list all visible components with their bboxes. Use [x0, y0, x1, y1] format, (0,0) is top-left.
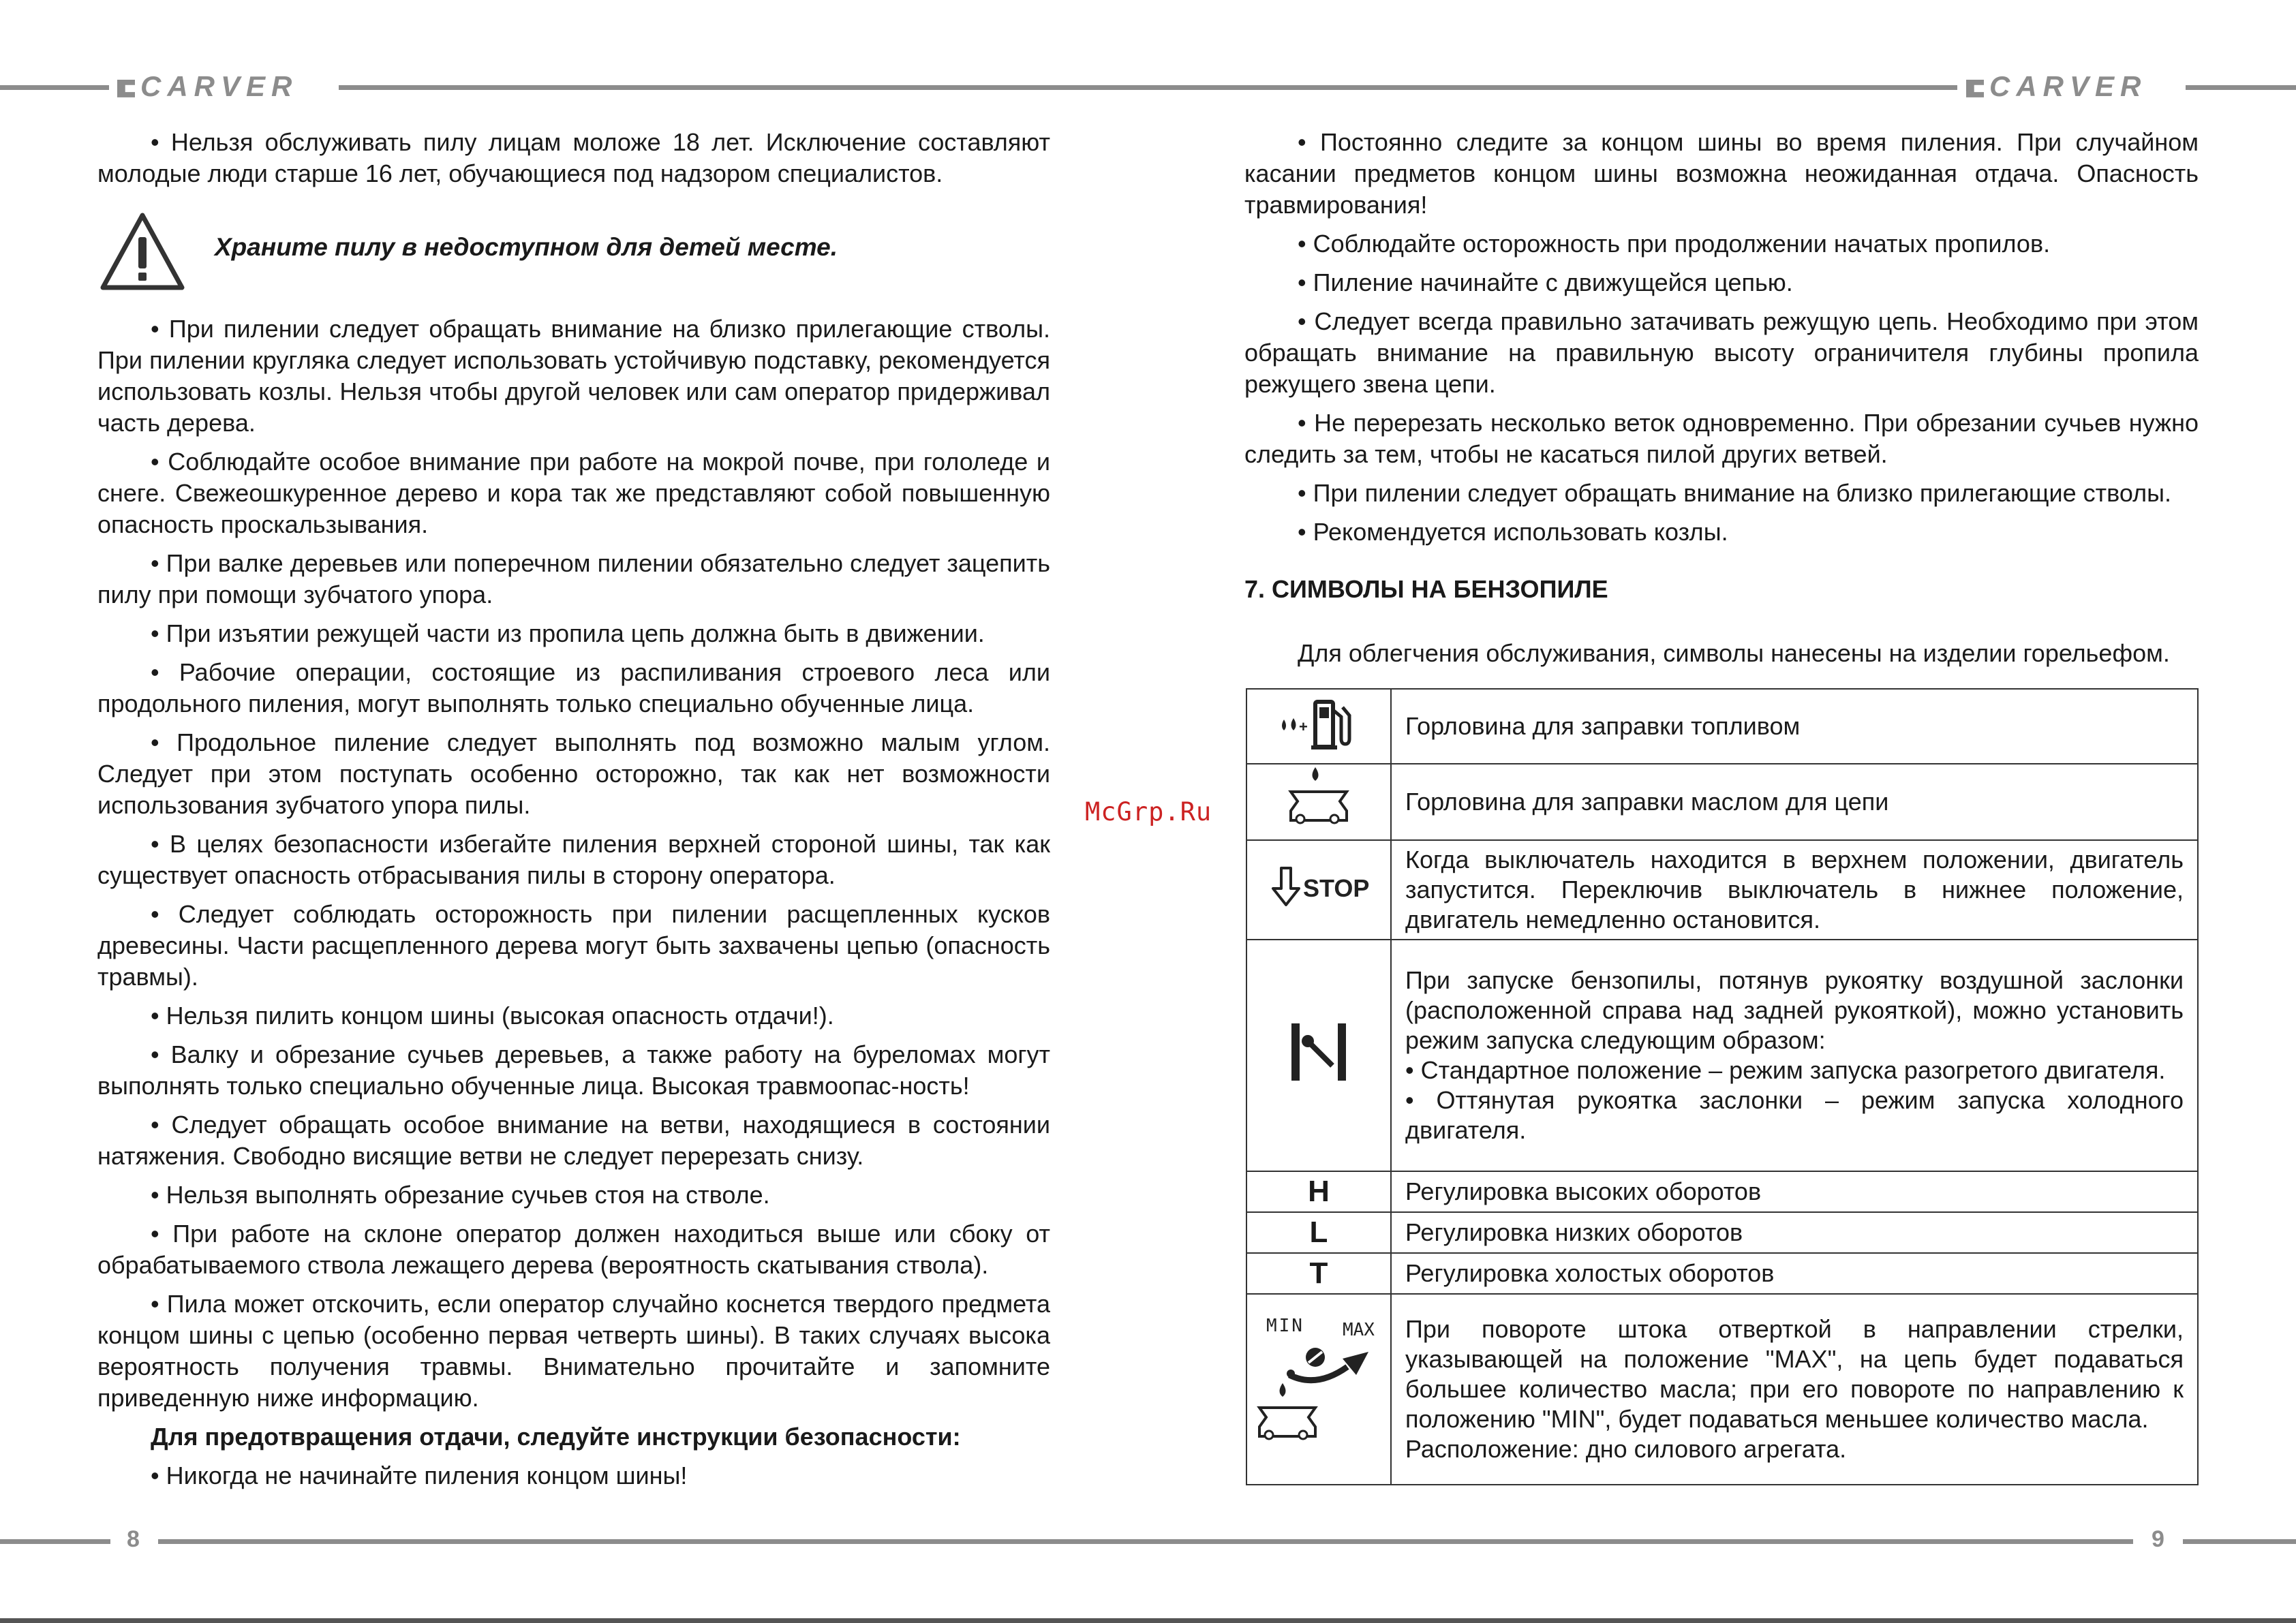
symbol-cell — [1246, 689, 1391, 764]
header-rule-left-b — [339, 85, 1957, 90]
symbol-description: Когда выключатель находится в верхнем положении, двигатель запустится. Переключив выключатель в нижнее положение, двигатель немедленно остановится. — [1391, 840, 2198, 940]
brand-text-right: CARVER — [1989, 70, 2147, 102]
paragraph: • Не перерезать несколько веток одновременно. При обрезании сучьев нужно следить за тем, чтобы не касаться пилой других ветвей. — [1244, 409, 2199, 468]
oil-pump-location: Расположение: дно силового агрегата. — [1405, 1435, 1847, 1463]
paragraph: • Нельзя обслуживать пилу лицам моложе 18 лет. Исключение составляют молодые люди старше 16 лет, обучающиеся под надзором специалистов. — [97, 128, 1050, 187]
bottom-border — [0, 1618, 2296, 1623]
paragraph: • Нельзя выполнять обрезание сучьев стоя на стволе. — [151, 1181, 770, 1209]
paragraph: • Пиление начинайте с движущейся цепью. — [1298, 268, 1793, 296]
footer-rule-right — [2183, 1539, 2296, 1544]
header-rule-right — [2186, 85, 2296, 90]
symbol-description: Регулировка высоких оборотов — [1391, 1171, 2198, 1212]
table-row — [1246, 940, 2198, 1171]
oil-pump-text: При повороте штока отверткой в направлении стрелки, указывающей на положение "MAX", на цепь будет подаваться большее количество масла; при его повороте по направлению к положению "MIN", будет подаваться меньшее количество масла. — [1405, 1315, 2184, 1433]
chain-oil-filler-icon — [1281, 764, 1356, 833]
paragraph: • Нельзя пилить концом шины (высокая опасность отдачи!). — [151, 1002, 834, 1030]
symbol-description — [1391, 1294, 2198, 1485]
paragraph: • При работе на склоне оператор должен находиться выше или сбоку от обрабатываемого ствола лежащего дерева (вероятность скатывания ствола). — [97, 1220, 1050, 1279]
header-rule-left-a — [0, 85, 109, 90]
paragraph: • Валку и обрезание сучьев деревьев, а также работу на буреломах могут выполнять только специально обученные лица. Высокая травмоопас-ность! — [97, 1040, 1050, 1100]
paragraph: • Следует обращать особое внимание на ветви, находящиеся в состоянии натяжения. Свободно висящие ветви не следует перерезать снизу. — [97, 1111, 1050, 1170]
table-row — [1246, 1212, 2198, 1253]
symbol-cell — [1246, 1294, 1391, 1485]
symbol-cell — [1246, 940, 1391, 1171]
table-row — [1246, 1171, 2198, 1212]
choke-text-intro: При запуске бензопилы, потянув рукоятку воздушной заслонки (расположенной справа над задней рукояткой), можно установить режим запуска следующим образом: — [1405, 966, 2184, 1054]
symbol-cell — [1246, 764, 1391, 840]
warning-text: Храните пилу в недоступном для детей месте. — [215, 233, 838, 261]
paragraph: • При пилении следует обращать внимание на близко прилегающие стволы. — [1298, 479, 2171, 507]
max-label: MAX — [1343, 1320, 1375, 1340]
bold-instruction: Для предотвращения отдачи, следуйте инструкции безопасности: — [151, 1423, 961, 1451]
stop-switch-icon — [1268, 863, 1370, 910]
page-number-right: 9 — [2152, 1526, 2164, 1552]
paragraph: • В целях безопасности избегайте пиления верхней стороной шины, так как существует опасность отбрасывания пилы в сторону оператора. — [97, 830, 1050, 889]
paragraph: • При валке деревьев или поперечном пилении обязательно следует зацепить пилу при помощи зубчатого упора. — [97, 549, 1050, 608]
paragraph: • Следует всегда правильно затачивать режущую цепь. Необходимо при этом обращать внимание на правильную высоту ограничителя глубины пропила режущего звена цепи. — [1244, 307, 2199, 398]
paragraph: • При пилении следует обращать внимание на близко прилегающие стволы. При пилении кругляка следует использовать устойчивую подставку, рекомендуется использовать козлы. Нельзя чтобы другой человек или сам оператор придерживал часть дерева. — [97, 315, 1050, 437]
choke-icon — [1285, 1018, 1353, 1086]
symbols-table — [1246, 688, 2199, 1485]
table-row — [1246, 840, 2198, 940]
paragraph: • Рекомендуется использовать козлы. — [1298, 518, 1728, 546]
section-title: 7. СИМВОЛЫ НА БЕНЗОПИЛЕ — [1244, 575, 1608, 603]
table-row — [1246, 1294, 2198, 1485]
paragraph: • Рабочие операции, состоящие из распиливания строевого леса или продольного пиления, могут выполнять только специально обученные лица. — [97, 658, 1050, 717]
symbol-description: Регулировка низких оборотов — [1391, 1212, 2198, 1253]
brand-mark-icon — [117, 80, 135, 97]
table-row — [1246, 1253, 2198, 1294]
symbol-letter: L — [1246, 1212, 1391, 1253]
left-column-top — [97, 127, 1050, 189]
paragraph: • Соблюдайте осторожность при продолжении начатых пропилов. — [1298, 230, 2051, 258]
symbol-letter: T — [1246, 1253, 1391, 1294]
symbol-cell — [1246, 840, 1391, 940]
fuel-filler-icon — [1274, 692, 1363, 754]
paragraph: • Соблюдайте особое внимание при работе на мокрой почве, при гололеде и снеге. Свежеошкуренное дерево и кора так же представляют собой повышенную опасность проскальзывания. — [97, 448, 1050, 538]
warning-triangle-icon — [99, 211, 186, 292]
choke-text-warm: • Стандартное положение – режим запуска разогретого двигателя. — [1405, 1056, 2166, 1084]
paragraph: • Пила может отскочить, если оператор случайно коснется твердого предмета концом шины с цепью (особенно первая четверть шины). В таких случаях высока вероятность получения травмы. Внимательно прочитайте и запомните приведенную ниже информацию. — [97, 1290, 1050, 1412]
oil-pump-adjust-icon — [1247, 1304, 1390, 1468]
choke-text-cold: • Оттянутая рукоятка заслонки – режим запуска холодного двигателя. — [1405, 1086, 2184, 1144]
footer-rule-middle — [158, 1539, 2133, 1544]
brand-text-left: CARVER — [140, 70, 299, 102]
footer-rule-left-a — [0, 1539, 110, 1544]
symbol-description — [1391, 940, 2198, 1171]
stop-label: STOP — [1303, 874, 1370, 902]
svg-text:+: + — [1299, 718, 1308, 735]
watermark: McGrp.Ru — [1085, 797, 1212, 826]
symbol-letter: H — [1246, 1171, 1391, 1212]
paragraph: • При изъятии режущей части из пропила цепь должна быть в движении. — [151, 619, 985, 647]
left-column-main — [97, 313, 1050, 1491]
min-label: MIN — [1266, 1316, 1304, 1336]
section-intro: Для облегчения обслуживания, символы нанесены на изделии горельефом. — [1298, 639, 2170, 667]
paragraph: • Постоянно следите за концом шины во время пиления. При случайном касании предметов концом шины возможна неожиданная отдача. Опасность травмирования! — [1244, 128, 2199, 219]
brand-mark-icon — [1966, 80, 1984, 97]
table-row — [1246, 689, 2198, 764]
brand-logo-left — [117, 71, 298, 102]
paragraph: • Продольное пиление следует выполнять под возможно малым углом. Следует при этом поступать особенно осторожно, так как нет возможности использования зубчатого упора пилы. — [97, 728, 1050, 819]
table-row — [1246, 764, 2198, 840]
brand-logo-right — [1966, 71, 2147, 102]
right-column — [1244, 127, 2199, 669]
page-number-left: 8 — [127, 1526, 140, 1552]
paragraph: • Следует соблюдать осторожность при пилении расщепленных кусков древесины. Части расщепленного дерева могут быть захвачены цепью (опасность травмы). — [97, 900, 1050, 991]
symbol-description: Горловина для заправки маслом для цепи — [1391, 764, 2198, 840]
symbol-description: Горловина для заправки топливом — [1391, 689, 2198, 764]
warning-block — [99, 211, 1053, 293]
paragraph: • Никогда не начинайте пиления концом шины! — [151, 1462, 688, 1489]
symbol-description: Регулировка холостых оборотов — [1391, 1253, 2198, 1294]
